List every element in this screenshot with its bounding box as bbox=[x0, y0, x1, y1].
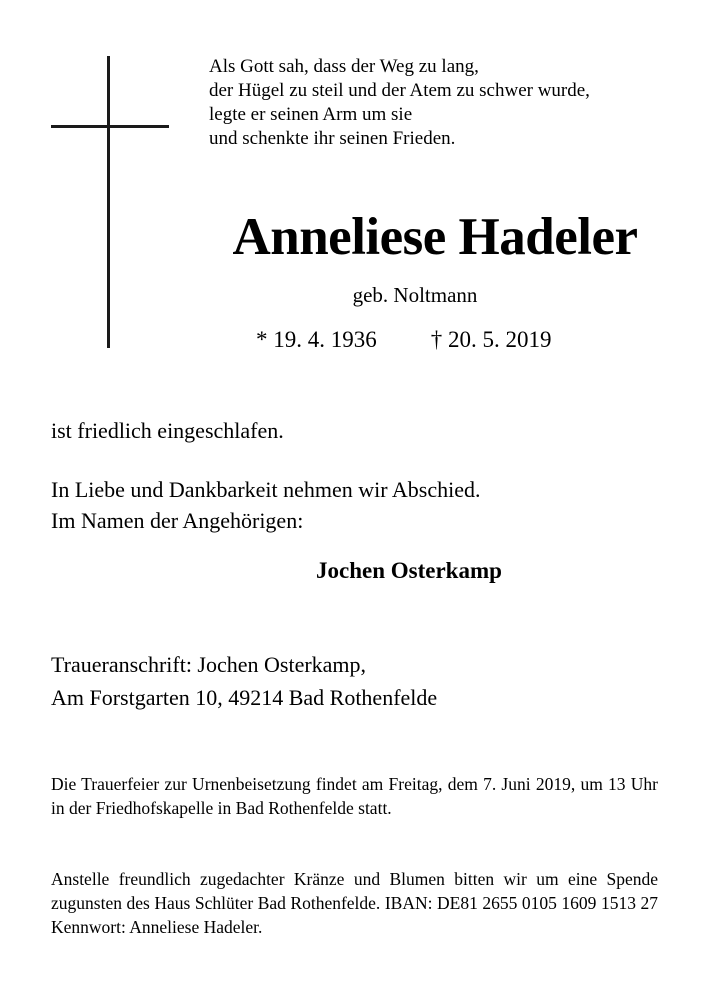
birth-date: * 19. 4. 1936 bbox=[256, 327, 377, 352]
mourning-address bbox=[51, 648, 437, 714]
address-line: Am Forstgarten 10, 49214 Bad Rothenfelde bbox=[51, 685, 438, 710]
signer-name: Jochen Osterkamp bbox=[316, 558, 502, 583]
passed-statement: ist friedlich eingeschlafen. bbox=[51, 418, 284, 443]
donation-notice: Anstelle freundlich zugedachter Kränze und Blumen bitten wir um eine Spende zugunsten des Haus Schlüter Bad Rothenfelde. IBAN: DE81 2655 0105 1609 1513 27 Kennwort: Anneliese Hadeler. bbox=[51, 869, 658, 937]
maiden-name: geb. Noltmann bbox=[352, 283, 478, 307]
poem-line: der Hügel zu steil und der Atem zu schwer wurde, bbox=[209, 80, 590, 101]
farewell-statement: In Liebe und Dankbarkeit nehmen wir Abschied. bbox=[51, 477, 481, 502]
poem-line: legte er seinen Arm um sie bbox=[209, 104, 413, 125]
poem-line: und schenkte ihr seinen Frieden. bbox=[209, 128, 456, 149]
cross-vertical-bar bbox=[107, 56, 110, 348]
death-date: † 20. 5. 2019 bbox=[430, 327, 552, 352]
ceremony-notice: Die Trauerfeier zur Urnenbeisetzung findet am Freitag, dem 7. Juni 2019, um 13 Uhr in der Friedhofskapelle in Bad Rothenfelde statt. bbox=[51, 774, 658, 818]
life-dates bbox=[256, 325, 676, 355]
poem-line: Als Gott sah, dass der Weg zu lang, bbox=[209, 56, 479, 77]
deceased-name: Anneliese Hadeler bbox=[232, 208, 638, 266]
on-behalf-statement: Im Namen der Angehörigen: bbox=[51, 508, 304, 533]
address-line: Traueranschrift: Jochen Osterkamp, bbox=[51, 652, 367, 677]
poem bbox=[209, 55, 679, 151]
cross-horizontal-bar bbox=[51, 125, 169, 128]
